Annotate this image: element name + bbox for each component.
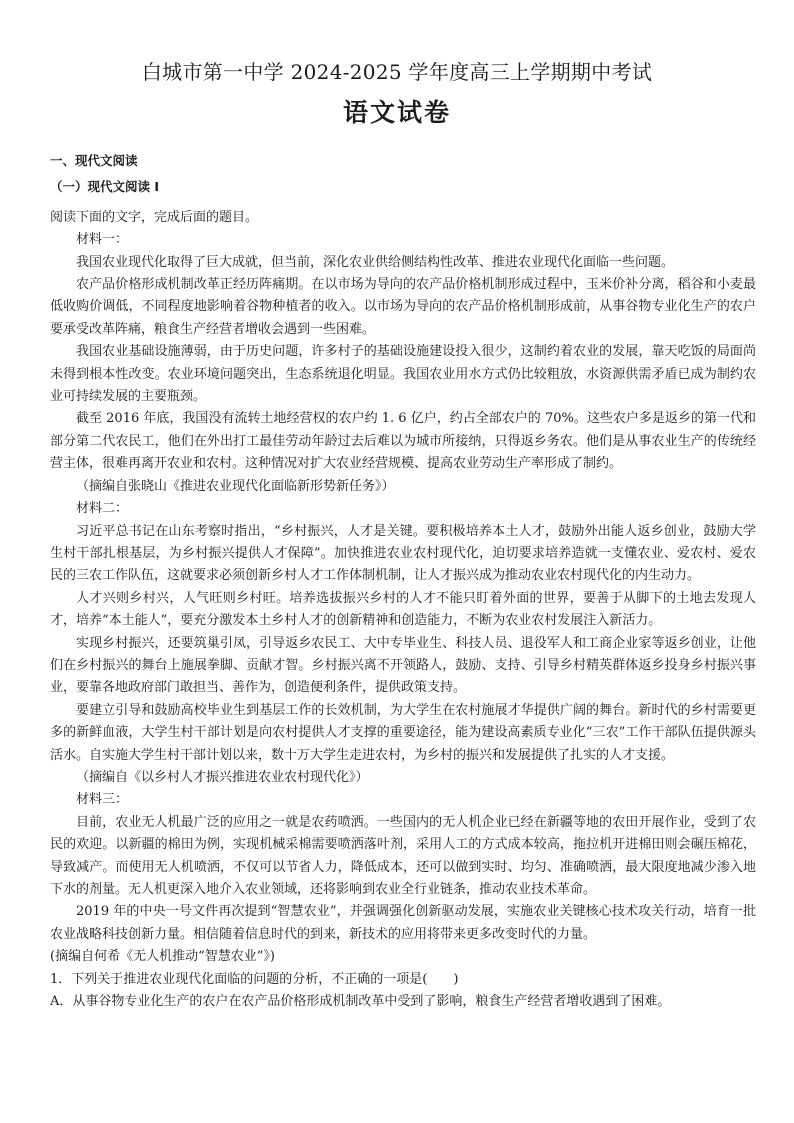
- material2-paragraph: 习近平总书记在山东考察时指出，“乡村振兴，人才是关键。要积极培养本土人才，鼓励外出能人返乡创业，鼓励大学生村干部扎根基层，为乡村振兴提供人才保障”。加快推进农业农村现代化，迫切要求培养造就一支懂农业、爱农村、爱农民的三农工作队伍，这就要求必须创新乡村人才工作体制机制，让人才振兴成为推动农业农村现代化的内生动力。: [50, 523, 756, 584]
- question1-option-a: A．从事谷物专业化生产的农户在农产品价格形成机制改革中受到了影响，粮食生产经营者增收遇到了困难。: [50, 994, 671, 1010]
- material1-source: （摘编自张晓山《推进农业现代化面临新形势新任务》）: [76, 478, 395, 494]
- question1-stem: 1．下列关于推进农业现代化面临的问题的分析，不正确的一项是( ): [50, 971, 459, 987]
- material2-label: 材料二：: [76, 501, 129, 517]
- exam-content: [50, 150, 756, 1013]
- material2-source: （摘编自《以乡村人才振兴推进农业农村现代化》）: [76, 769, 369, 785]
- material2-paragraph: 人才兴则乡村兴，人气旺则乡村旺。培养选拔振兴乡村的人才不能只盯着外面的世界，要善于从脚下的土地去发现人才，培养“本土能人”，要充分激发本土乡村人才的创新精神和创造能力，不断为农业农村发展注入新活力。: [50, 590, 756, 629]
- material2-paragraph: 实现乡村振兴，还要筑巢引凤，引导返乡农民工、大中专毕业生、科技人员、退役军人和工商企业家等返乡创业，让他们在乡村振兴的舞台上施展拳脚、贡献才智。乡村振兴离不开领路人，鼓励、支持、引导乡村精英群体返乡投身乡村振兴事业，要靠各地政府部门敢担当、善作为，创造便利条件，提供政策支持。: [50, 635, 756, 696]
- material1-paragraph: 我国农业现代化取得了巨大成就，但当前，深化农业供给侧结构性改革、推进农业现代化面临一些问题。: [76, 254, 675, 270]
- material1-label: 材料一：: [76, 232, 129, 248]
- reading-instruction: 阅读下面的文字，完成后面的题目。: [50, 209, 259, 225]
- material2-paragraph: 要建立引导和鼓励高校毕业生到基层工作的长效机制，为大学生在农村施展才华提供广阔的舞台。新时代的乡村需要更多的新鲜血液，大学生村干部计划是向农村提供人才支撑的重要途径，能为建设高素质专业化“三农”工作干部队伍提供源头活水。自实施大学生村干部计划以来，数十万大学生走进农村，为乡村的振兴和发展提供了扎实的人才支援。: [50, 702, 756, 763]
- section-heading: 一、现代文阅读: [50, 153, 138, 168]
- material1-paragraph: 我国农业基础设施薄弱，由于历史问题，许多村子的基础设施建设投入很少，这制约着农业的发展，靠天吃饭的局面尚未得到根本性改变。农业环境问题突出，生态系统退化明显。我国农业用水方式仍比较粗放，水资源供需矛盾已成为制约农业可持续发展的主要瓶颈。: [50, 344, 756, 405]
- section-subheading: （一）现代文阅读 I: [50, 179, 160, 195]
- material3-source: (摘编自何希《无人机推动“智慧农业”》): [50, 949, 275, 965]
- material3-label: 材料三：: [76, 792, 129, 808]
- material3-paragraph: 目前，农业无人机最广泛的应用之一就是农药喷洒。一些国内的无人机企业已经在新疆等地的农田开展作业，受到了农民的欢迎。以新疆的棉田为例，实现机械采棉需要喷洒落叶剂，采用人工的方式成本较高，拖拉机开进棉田则会碾压棉花，导致减产。而使用无人机喷洒，不仅可以节省人力，降低成本，还可以做到实时、均匀、准确喷洒，最大限度地减少渗入地下水的剂量。无人机更深入地介入农业领域，还将影响到农业全行业链条，推动农业技术革命。: [50, 814, 756, 897]
- material1-paragraph: 农产品价格形成机制改革正经历阵痛期。在以市场为导向的农产品价格机制形成过程中，玉米价补分离，稻谷和小麦最低收购价调低，不同程度地影响着谷物种植者的收入。以市场为导向的农产品价格机制形成前，从事谷物专业化生产的农户要承受改革阵痛，粮食生产经营者增收会遇到一些困难。: [50, 277, 756, 337]
- material1-paragraph: 截至 2016 年底，我国没有流转土地经营权的农户约 1. 6 亿户，约占全部农户的 70%。这些农户多是返乡的第一代和部分第二代农民工，他们在外出打工最佳劳动年龄过去后难以为城市所接纳，只得返乡务农。他们是从事农业生产的传统经营主体，很难再离开农业和农村。这种情况对扩大农业经营规模、提高农业劳动生产率形成了制约。: [50, 411, 756, 472]
- exam-title: 白城市第一中学 2024-2025 学年度高三上学期期中考试: [141, 60, 653, 84]
- material3-paragraph: 2019 年的中央一号文件再次提到“智慧农业”，并强调强化创新驱动发展，实施农业关键核心技术攻关行动，培育一批农业战略科技创新力量。相信随着信息时代的到来，新技术的应用将带来更多改变时代的力量。: [50, 904, 756, 942]
- exam-subtitle: 语文试卷: [342, 98, 451, 127]
